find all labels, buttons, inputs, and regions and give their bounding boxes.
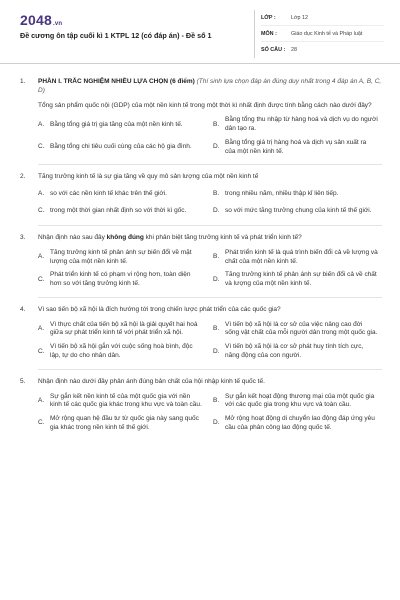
option-text: Phát triển kinh tế là quá trình biến đổi cả về lượng và chất của một nền kinh tế. [225,248,378,265]
option-text: Sự gắn kết nền kinh tế của một quốc gia với nền kinh tế các quốc gia khác trong khu vực và toàn cầu. [50,392,202,409]
option-a[interactable] [38,321,207,339]
option-letter: B. [213,325,220,333]
option-letter: C. [38,143,45,151]
question-body [38,78,382,156]
option-text: Vì tiến bộ xã hội là cơ sở của việc nâng cao đời sống vật chất của mỗi người dân trong một quốc gia. [225,320,378,337]
option-letter: B. [213,189,220,197]
option-d[interactable] [213,139,382,157]
section-title: PHẦN I. TRẮC NGHIỆM NHIỀU LỰA CHỌN (6 điểm) [38,78,195,85]
question-body [38,234,382,289]
question-text-part: khi phân biệt tăng trưởng kinh tế và phát triển kinh tế? [143,234,302,242]
meta-row-subject [261,26,384,42]
option-a[interactable] [38,393,207,411]
question-text [38,234,382,243]
question-number: 3. [20,234,26,242]
question-list [20,78,382,441]
option-a[interactable] [38,249,207,267]
logo-text: 2048 [20,12,52,28]
option-text: so với mức tăng trưởng chung của kinh tế thế giới. [225,206,372,214]
option-b[interactable] [213,393,382,411]
question-text [38,306,382,315]
option-text: Phát triển kinh tế có phạm vi rộng hơn, toàn diện hơn so với tăng trưởng kinh tế. [50,271,191,288]
question-text-part: Nhận định nào dưới đây phản ánh đúng bản chất của hội nhập kinh tế quốc tế. [38,377,265,385]
answer-options [38,188,382,217]
question-text-part: Tăng trưởng kinh tế là sự gia tăng về quy mô sản lượng của một nền kinh tế [38,173,259,181]
question-emphasis: không đúng [106,234,144,242]
option-letter: C. [38,206,45,214]
option-c[interactable] [38,205,207,217]
question-text-part: Nhận định nào sau đây [38,234,107,242]
meta-value: Giáo dục Kinh tế và Pháp luật [291,30,363,37]
document-title: Đề cương ôn tập cuối kì 1 KTPL 12 (có đáp án) - Đề số 1 [20,31,212,40]
question-text [38,378,382,387]
question-number: 1. [20,78,26,85]
option-text: Bằng tổng giá trị hàng hoá và dịch vụ sản xuất ra của một nền kinh tế. [225,138,367,155]
logo-domain: .vn [52,21,63,27]
option-text: Bằng tổng thu nhập từ hàng hoá và dịch vụ do người dân tạo ra. [225,116,378,133]
meta-row-count [261,42,384,58]
meta-key: LỚP : [261,14,276,21]
option-letter: A. [38,189,45,197]
option-text: Sự gắn kết hoạt động thương mại của một quốc gia với các quốc gia trong khu vực và toàn cầu. [225,392,375,409]
option-text: Vì tiến bộ xã hội gắn với cuộc sống hoà bình, độc lập, tự do cho nhân dân. [50,343,193,360]
option-letter: D. [213,275,220,283]
option-letter: B. [213,396,220,404]
option-c[interactable] [38,415,207,433]
question-divider [38,297,382,298]
option-letter: C. [38,275,45,283]
option-text: Bằng tổng giá trị gia tăng của một nền kinh tế. [50,120,183,128]
meta-value: 28 [291,47,297,53]
option-a[interactable] [38,116,207,134]
question-body [38,306,382,361]
option-letter: A. [38,253,45,261]
option-letter: A. [38,396,45,404]
question-text-part: Vì sao tiến bộ xã hội là đích hướng tới trong chiến lược phát triển của các quốc gia? [38,305,281,313]
meta-value: Lớp 12 [291,14,309,21]
option-c[interactable] [38,271,207,289]
option-c[interactable] [38,139,207,157]
question-number: 4. [20,305,26,313]
option-text: Mở rộng hoạt động di chuyển lao động đáp ứng yêu cầu của phân công lao động quốc tế. [225,415,375,431]
question-body [38,378,382,433]
option-text: Tăng trưởng kinh tế phản ánh sự biến đổi về mặt lượng của một nền kinh tế. [50,248,192,265]
option-letter: C. [38,347,45,355]
option-b[interactable] [213,116,382,134]
option-d[interactable] [213,205,382,217]
option-d[interactable] [213,271,382,289]
question-5 [20,378,382,433]
option-b[interactable] [213,321,382,339]
option-letter: D. [213,143,220,151]
option-text: trong một thời gian nhất định so với thời kì gốc. [50,206,187,214]
option-text: Vì tiến bộ xã hội là cơ sở phát huy tính tích cực, năng động của con người. [225,343,364,360]
option-d[interactable] [213,415,382,433]
option-text: Bằng tổng chi tiêu cuối cùng của các hộ gia đình. [50,143,192,151]
document-header [0,0,400,64]
question-divider [38,369,382,370]
option-text: trong nhiều năm, nhiều thập kỉ liên tiếp. [225,189,339,197]
meta-key: SỐ CÂU : [261,47,286,53]
meta-row-class [261,10,384,26]
site-logo[interactable] [20,12,62,28]
answer-options [38,116,382,156]
option-letter: A. [38,325,45,333]
question-number: 2. [20,173,26,181]
option-letter: D. [213,206,220,214]
section-note: (Thí sinh lựa chọn đáp án đúng duy nhất trong 4 đáp án A, B, C, D) [38,78,382,94]
meta-key: MÔN : [261,30,277,37]
question-3 [20,234,382,289]
question-divider [38,225,382,226]
question-body [38,173,382,217]
answer-options [38,321,382,361]
question-text: Tổng sản phẩm quốc nội (GDP) của một nền kinh tế trong một thời kì nhất định được tính bằng cách nào dưới đây? [38,101,372,109]
question-4 [20,306,382,361]
question-text [38,173,382,182]
document-meta [254,10,384,58]
question-1 [20,78,382,156]
option-a[interactable] [38,188,207,200]
option-letter: D. [213,419,220,427]
option-text: so với các nền kinh tế khác trên thế giới. [50,189,167,197]
option-text: Tăng trưởng kinh tế phản ánh sự biến đổi cả về chất và lượng của một nền kinh tế. [225,271,377,288]
option-letter: B. [213,120,220,128]
option-c[interactable] [38,343,207,361]
option-b[interactable] [213,249,382,267]
option-d[interactable] [213,343,382,361]
option-letter: C. [38,419,45,427]
answer-options [38,249,382,289]
option-b[interactable] [213,188,382,200]
option-letter: A. [38,120,45,128]
question-2 [20,173,382,217]
question-divider [38,164,382,165]
option-text: Mở rộng quan hệ đầu tư từ quốc gia này sang quốc gia khác trong nền kinh tế thế giới. [50,415,199,431]
option-letter: B. [213,253,220,261]
answer-options [38,393,382,433]
question-number: 5. [20,377,26,385]
option-text: Vì thực chất của tiến bộ xã hội là giải quyết hai hoà giữa sự phát triển kinh tế với phát triển xã hội. [50,320,198,337]
option-letter: D. [213,347,220,355]
section-header [38,78,382,96]
